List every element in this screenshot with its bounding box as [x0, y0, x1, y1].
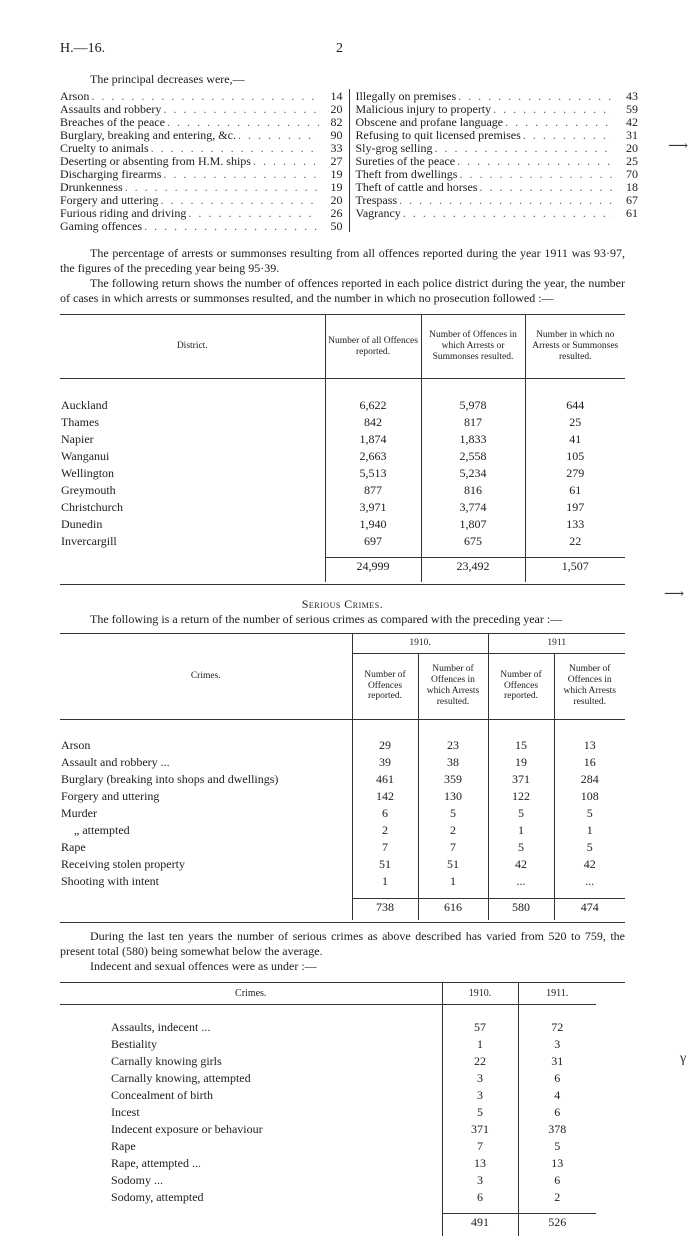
reported-1911-cell: 122: [488, 788, 554, 805]
district-row: [60, 414, 625, 431]
decrease-row: [60, 141, 343, 154]
indecent-offence-row: [60, 1138, 625, 1155]
reported-1910-cell: 2: [352, 822, 418, 839]
arrests-1910-cell: 359: [418, 771, 488, 788]
crime-name: Receiving stolen property: [61, 857, 185, 871]
decrease-label: Arson: [60, 89, 90, 103]
indecent-1910-cell: 3: [442, 1070, 518, 1087]
reported-1910-cell: 461: [352, 771, 418, 788]
arrests-1911-cell: 16: [554, 754, 625, 771]
indecent-1910-cell: 3: [442, 1087, 518, 1104]
offences-reported-cell: 3,971: [325, 499, 421, 516]
year-1911-header: 1911: [488, 633, 625, 653]
indecent-1910-cell: 6: [442, 1189, 518, 1206]
crime-name: „ attempted: [74, 823, 130, 837]
indecent-1910-cell: 22: [442, 1053, 518, 1070]
margin-mark: ⟶: [664, 587, 685, 602]
serious-crime-row: [60, 771, 625, 788]
arrests-cell: 5,978: [421, 397, 525, 414]
serious-crime-row: [60, 856, 625, 873]
no-arrests-cell: 133: [525, 516, 625, 533]
decrease-row: [60, 115, 343, 128]
district-name: Auckland: [61, 397, 108, 412]
arrests-1911-header: Number of Offences in which Arrests resulted.: [554, 653, 625, 719]
decrease-row: [60, 219, 343, 232]
decrease-row: [60, 102, 343, 115]
arrests-1910-cell: 38: [418, 754, 488, 771]
no-arrests-cell: 41: [525, 431, 625, 448]
no-arrests-cell: 644: [525, 397, 625, 414]
margin-mark: γ: [680, 1051, 687, 1066]
indecent-1911-cell: 72: [518, 1019, 596, 1036]
indecent-1910-cell: 7: [442, 1138, 518, 1155]
indecent-offences-intro: Indecent and sexual offences were as under :—: [90, 959, 317, 973]
decrease-label: Refusing to quit licensed premises: [355, 128, 521, 142]
reported-1910-header: Number of Offences reported.: [352, 653, 418, 719]
district-row: [60, 448, 625, 465]
decrease-row: [60, 128, 343, 141]
decrease-row: [356, 115, 639, 128]
decrease-row: [60, 193, 343, 206]
indecent-crime-name: Indecent exposure or behaviour: [111, 1121, 263, 1136]
arrests-cell: 1,807: [421, 516, 525, 533]
indecent-1911-cell: 6: [518, 1172, 596, 1189]
indecent-offence-row: [60, 1053, 625, 1070]
decrease-value: 14: [330, 89, 343, 103]
crime-name: Murder: [61, 806, 97, 820]
margin-mark: ⟶: [668, 139, 689, 154]
reported-1910-cell: 29: [352, 737, 418, 754]
arrests-1911-cell: 108: [554, 788, 625, 805]
district-row: [60, 397, 625, 414]
district-column-header: District.: [60, 315, 325, 379]
crime-name: Rape: [61, 840, 86, 854]
serious-crime-row: [60, 754, 625, 771]
indecent-1911-cell: 13: [518, 1155, 596, 1172]
indecent-1910-cell: 3: [442, 1172, 518, 1189]
page-header: [60, 40, 625, 62]
indecent-crime-name: Bestiality: [111, 1036, 157, 1051]
offences-reported-cell: 2,663: [325, 448, 421, 465]
decrease-label: Theft from dwellings: [355, 167, 458, 181]
total-reported-1910: 738: [352, 898, 418, 920]
indecent-crime-name: Concealment of birth: [111, 1087, 213, 1102]
arrest-percentage-paragraph: The percentage of arrests or summonses resulting from all offences reported during the year 1911 was 93·97, the figures of the preceding year being 95·39.: [60, 246, 625, 275]
district-name: Invercargill: [61, 533, 117, 548]
decrease-value: 31: [626, 128, 638, 142]
year-1910-header: 1910.: [352, 633, 488, 653]
crime-name: Shooting with intent: [61, 874, 160, 888]
indecent-1910-cell: 57: [442, 1019, 518, 1036]
indecent-1910-header: 1910.: [442, 983, 518, 1005]
decrease-row: [60, 167, 343, 180]
reported-1910-cell: 51: [352, 856, 418, 873]
indecent-offence-row: [60, 1172, 625, 1189]
decrease-label: Forgery and uttering: [60, 193, 159, 207]
arrests-column-header: Number of Offences in which Arrests or Summonses resulted.: [421, 315, 525, 379]
indecent-offence-row: [60, 1104, 625, 1121]
reported-1911-cell: 1: [488, 822, 554, 839]
arrests-1910-cell: 7: [418, 839, 488, 856]
decrease-label: Malicious injury to property: [355, 102, 492, 116]
arrests-1911-cell: 5: [554, 839, 625, 856]
arrests-1910-cell: 2: [418, 822, 488, 839]
indecent-1911-cell: 31: [518, 1053, 596, 1070]
crimes-column-header: Crimes.: [60, 633, 352, 719]
decrease-value: 19: [330, 167, 343, 181]
district-name: Christchurch: [61, 499, 123, 514]
reported-1911-cell: ...: [488, 873, 554, 890]
district-name-cell: [60, 465, 325, 482]
indecent-1911-cell: 6: [518, 1070, 596, 1087]
arrests-1911-cell: 5: [554, 805, 625, 822]
decrease-row: [356, 167, 639, 180]
indecent-offence-row: [60, 1036, 625, 1053]
decrease-row: [60, 154, 343, 167]
decreases-list: [60, 89, 638, 233]
serious-totals-row: [60, 898, 625, 920]
indecent-crime-name: Rape, attempted ...: [111, 1155, 201, 1170]
district-name: Wellington: [61, 465, 115, 480]
decrease-value: 20: [626, 141, 638, 155]
decrease-value: 26: [330, 206, 343, 220]
reported-1911-header: Number of Offences reported.: [488, 653, 554, 719]
decrease-label: Obscene and profane language: [355, 115, 504, 129]
district-name-cell: [60, 397, 325, 414]
decrease-value: 27: [330, 154, 343, 168]
arrests-1911-cell: 1: [554, 822, 625, 839]
decrease-label: Sureties of the peace: [355, 154, 456, 168]
decrease-row: [356, 206, 639, 219]
decrease-row: [356, 141, 639, 154]
offences-reported-cell: 6,622: [325, 397, 421, 414]
arrests-cell: 5,234: [421, 465, 525, 482]
reported-1911-cell: 5: [488, 805, 554, 822]
arrests-1910-cell: 5: [418, 805, 488, 822]
serious-crimes-variation-paragraph: During the last ten years the number of serious crimes as above described has varied from 520 to 759, the present total (580) being somewhat below the average.: [60, 929, 625, 958]
decrease-value: 61: [626, 206, 638, 220]
decreases-right-column: [350, 89, 639, 232]
decrease-row: [356, 89, 639, 102]
district-name: Dunedin: [61, 516, 103, 531]
offences-reported-cell: 877: [325, 482, 421, 499]
indecent-offence-row: [60, 1019, 625, 1036]
offences-reported-column-header: Number of all Offences reported.: [325, 315, 421, 379]
indecent-offence-row: [60, 1087, 625, 1104]
indecent-1911-cell: 3: [518, 1036, 596, 1053]
total-no-arrests: 1,507: [525, 558, 625, 582]
no-arrests-cell: 279: [525, 465, 625, 482]
reported-1910-cell: 39: [352, 754, 418, 771]
reported-1911-cell: 19: [488, 754, 554, 771]
serious-crimes-heading: Serious Crimes.: [301, 596, 384, 611]
arrests-1910-cell: 1: [418, 873, 488, 890]
offences-reported-cell: 5,513: [325, 465, 421, 482]
no-arrests-cell: 22: [525, 533, 625, 550]
decrease-row: [356, 154, 639, 167]
indecent-crime-name: Assaults, indecent ...: [111, 1019, 211, 1034]
indecent-1911-cell: 5: [518, 1138, 596, 1155]
indecent-offences-table: [60, 982, 625, 1236]
decrease-row: [60, 206, 343, 219]
district-row: [60, 499, 625, 516]
decrease-value: 20: [330, 193, 343, 207]
indecent-crime-name: Sodomy, attempted: [111, 1189, 204, 1204]
decrease-value: 20: [330, 102, 343, 116]
indecent-1910-cell: 1: [442, 1036, 518, 1053]
district-name: Wanganui: [61, 448, 110, 463]
indecent-crime-name: Incest: [111, 1104, 140, 1119]
district-offences-table: [60, 314, 625, 582]
indecent-1911-cell: 2: [518, 1189, 596, 1206]
indecent-totals-row: [60, 1214, 625, 1236]
reported-1910-cell: 1: [352, 873, 418, 890]
arrests-cell: 1,833: [421, 431, 525, 448]
total-arrests-1910: 616: [418, 898, 488, 920]
decrease-label: Burglary, breaking and entering, &c.: [60, 128, 236, 142]
decrease-value: 90: [330, 128, 343, 142]
indecent-offence-row: [60, 1155, 625, 1172]
decrease-value: 50: [330, 219, 343, 233]
crime-name: Forgery and uttering: [61, 789, 160, 803]
decrease-label: Furious riding and driving: [60, 206, 187, 220]
indecent-total-1910: 491: [442, 1214, 518, 1236]
arrests-cell: 3,774: [421, 499, 525, 516]
reported-1911-cell: 42: [488, 856, 554, 873]
district-name-cell: [60, 431, 325, 448]
indecent-1911-cell: 378: [518, 1121, 596, 1138]
district-name-cell: [60, 533, 325, 550]
indecent-crime-name: Carnally knowing, attempted: [111, 1070, 251, 1085]
reported-1911-cell: 15: [488, 737, 554, 754]
serious-crime-row: [60, 805, 625, 822]
indecent-1911-cell: 4: [518, 1087, 596, 1104]
serious-table-bottom-rule: [60, 922, 625, 923]
arrests-1910-header: Number of Offences in which Arrests resulted.: [418, 653, 488, 719]
no-arrests-cell: 61: [525, 482, 625, 499]
arrests-1911-cell: 13: [554, 737, 625, 754]
arrests-1911-cell: 284: [554, 771, 625, 788]
district-name: Thames: [61, 414, 99, 429]
crime-name: Assault and robbery ...: [61, 755, 170, 769]
district-row: [60, 516, 625, 533]
crime-name: Burglary (breaking into shops and dwellings): [61, 772, 279, 786]
decrease-label: Breaches of the peace: [60, 115, 165, 129]
district-row: [60, 431, 625, 448]
indecent-offences-body: [60, 1019, 625, 1206]
serious-crimes-table: [60, 633, 625, 921]
arrests-1910-cell: 51: [418, 856, 488, 873]
indecent-total-1911: 526: [518, 1214, 596, 1236]
indecent-1910-cell: 13: [442, 1155, 518, 1172]
total-arrests: 23,492: [421, 558, 525, 582]
arrests-1911-cell: ...: [554, 873, 625, 890]
district-row: [60, 533, 625, 550]
serious-crime-row: [60, 788, 625, 805]
indecent-crime-name: Rape: [111, 1138, 136, 1153]
decrease-label: Trespass: [355, 193, 398, 207]
serious-crimes-body: [60, 737, 625, 890]
decrease-label: Discharging firearms: [60, 167, 162, 181]
decrease-row: [356, 128, 639, 141]
arrests-1910-cell: 23: [418, 737, 488, 754]
decrease-row: [60, 89, 343, 102]
district-name-cell: [60, 414, 325, 431]
serious-crime-row: [60, 839, 625, 856]
district-row: [60, 482, 625, 499]
decrease-label: Drunkenness: [60, 180, 123, 194]
decreases-left-column: [60, 89, 350, 232]
decrease-value: 25: [626, 154, 638, 168]
offences-reported-cell: 1,940: [325, 516, 421, 533]
decrease-value: 70: [626, 167, 638, 181]
arrests-cell: 816: [421, 482, 525, 499]
decrease-value: 19: [330, 180, 343, 194]
indecent-crime-name: Sodomy ...: [111, 1172, 164, 1187]
reported-1911-cell: 5: [488, 839, 554, 856]
arrests-cell: 817: [421, 414, 525, 431]
district-name-cell: [60, 499, 325, 516]
no-arrests-cell: 105: [525, 448, 625, 465]
decrease-label: Assaults and robbery: [60, 102, 162, 116]
decrease-label: Illegally on premises: [355, 89, 457, 103]
indecent-crime-name: Carnally knowing girls: [111, 1053, 222, 1068]
crime-name: Arson: [61, 738, 91, 752]
no-arrests-column-header: Number in which no Arrests or Summonses resulted.: [525, 315, 625, 379]
decrease-value: 18: [626, 180, 638, 194]
decrease-value: 59: [626, 102, 638, 116]
no-arrests-cell: 197: [525, 499, 625, 516]
district-name-cell: [60, 516, 325, 533]
decrease-label: Deserting or absenting from H.M. ships: [60, 154, 251, 168]
district-table-body: [60, 397, 625, 550]
district-name: Greymouth: [61, 482, 116, 497]
reported-1910-cell: 142: [352, 788, 418, 805]
decrease-value: 82: [330, 115, 343, 129]
district-name: Napier: [61, 431, 94, 446]
serious-crime-row: [60, 822, 625, 839]
decrease-value: 42: [626, 115, 638, 129]
decrease-row: [60, 180, 343, 193]
total-arrests-1911: 474: [554, 898, 625, 920]
document-reference: H.—16.: [60, 41, 106, 56]
offences-reported-cell: 697: [325, 533, 421, 550]
dot-leader: [403, 206, 614, 221]
total-reported-1911: 580: [488, 898, 554, 920]
district-name-cell: [60, 448, 325, 465]
total-offences-reported: 24,999: [325, 558, 421, 582]
arrests-1910-cell: 130: [418, 788, 488, 805]
decrease-row: [356, 102, 639, 115]
serious-crimes-intro: The following is a return of the number of serious crimes as compared with the preceding year :—: [90, 611, 563, 626]
district-name-cell: [60, 482, 325, 499]
decrease-value: 33: [330, 141, 343, 155]
decrease-value: 43: [626, 89, 638, 103]
decrease-label: Sly-grog selling: [355, 141, 433, 155]
district-totals-row: [60, 558, 625, 582]
decrease-label: Vagrancy: [355, 206, 401, 220]
reported-1910-cell: 6: [352, 805, 418, 822]
page-number: 2: [336, 41, 343, 56]
serious-crime-row: [60, 873, 625, 890]
indecent-crimes-column-header: Crimes.: [60, 983, 442, 1005]
indecent-1910-cell: 371: [442, 1121, 518, 1138]
arrests-cell: 675: [421, 533, 525, 550]
document-page: [60, 40, 638, 1236]
decrease-label: Theft of cattle and horses: [355, 180, 478, 194]
reported-1911-cell: 371: [488, 771, 554, 788]
district-return-paragraph: The following return shows the number of offences reported in each police district during the year, the number of cases in which arrests or summonses resulted, and the number in which no prosecution followed :—: [60, 276, 625, 305]
indecent-1911-cell: 6: [518, 1104, 596, 1121]
dot-leader: [144, 219, 318, 234]
decrease-value: 67: [626, 193, 638, 207]
indecent-1911-header: 1911.: [518, 983, 596, 1005]
district-row: [60, 465, 625, 482]
decreases-intro: The principal decreases were,—: [90, 72, 245, 86]
decrease-label: Gaming offences: [60, 219, 143, 233]
decrease-label: Cruelty to animals: [60, 141, 149, 155]
serious-crime-row: [60, 737, 625, 754]
offences-reported-cell: 1,874: [325, 431, 421, 448]
indecent-offence-row: [60, 1121, 625, 1138]
offences-reported-cell: 842: [325, 414, 421, 431]
decrease-row: [356, 180, 639, 193]
arrests-cell: 2,558: [421, 448, 525, 465]
indecent-1910-cell: 5: [442, 1104, 518, 1121]
arrests-1911-cell: 42: [554, 856, 625, 873]
indecent-offence-row: [60, 1070, 625, 1087]
no-arrests-cell: 25: [525, 414, 625, 431]
district-table-bottom-rule: [60, 584, 625, 585]
indecent-offence-row: [60, 1189, 625, 1206]
reported-1910-cell: 7: [352, 839, 418, 856]
